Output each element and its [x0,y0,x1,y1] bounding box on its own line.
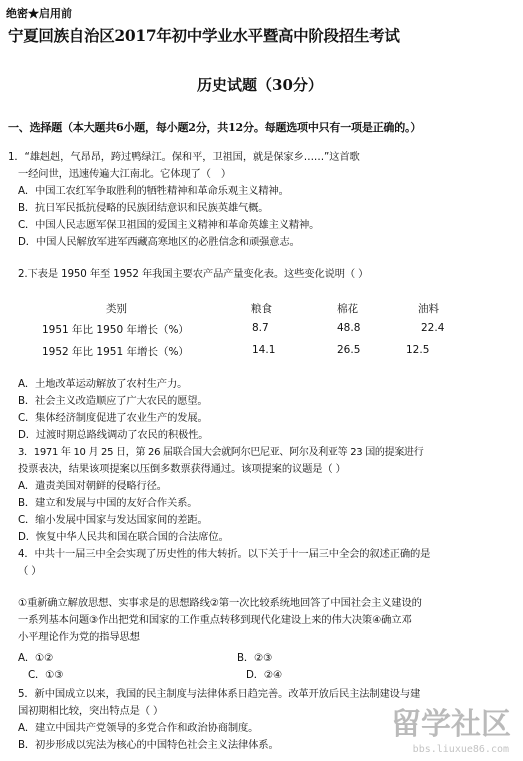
table-row2-cotton: 26.5 [337,344,361,356]
q1-option-c: C．中国人民志愿军保卫祖国的爱国主义精神和革命英雄主义精神。 [18,219,320,231]
q1-stem-line2: 一经问世，迅速传遍大江南北。它体现了（ ） [18,168,232,180]
q4-statement-line2: 一系列基本问题③作出把党和国家的工作重点转移到现代化建设上来的伟大决策④确立邓 [18,614,412,626]
table-header-oil: 油料 [418,303,439,315]
confidential-label: 绝密★启用前 [6,7,72,20]
q5-option-b: B．初步形成以宪法为核心的中国特色社会主义法律体系。 [18,739,279,751]
q4-stem-line2: （ ） [18,565,42,577]
q4-option-a: A．①② [18,652,54,664]
q2-option-d: D．过渡时期总路线调动了农民的积极性。 [18,429,209,441]
q5-stem-line1: 5．新中国成立以来，我国的民主制度与法律体系日趋完善。改革开放后民主法制建设与建 [18,688,421,700]
q3-option-b: B．建立和发展与中国的友好合作关系。 [18,497,198,509]
q1-stem-line1: 1．“雄赳赳，气昂昂，跨过鸭绿江。保和平，卫祖国，就是保家乡……”这首歌 [8,151,360,163]
table-row1-oil: 22.4 [421,322,445,334]
table-row2-grain: 14.1 [252,344,276,356]
q3-option-c: C．缩小发展中国家与发达国家间的差距。 [18,514,208,526]
exam-title: 宁夏回族自治区2017年初中学业水平暨高中阶段招生考试 [8,26,400,45]
table-header-grain: 粮食 [251,303,272,315]
watermark-url: bbs.liuxue86.com [412,744,509,755]
q5-stem-line2: 国初期相比较，突出特点是（ ） [18,705,164,717]
q4-stem-line1: 4．中共十一届三中全会实现了历史性的伟大转折。以下关于十一届三中全会的叙述正确的是 [18,548,431,560]
q3-option-d: D．恢复中华人民共和国在联合国的合法席位。 [18,531,229,543]
q2-option-c: C．集体经济制度促进了农业生产的发展。 [18,412,208,424]
table-row1-grain: 8.7 [252,322,269,334]
q3-stem-line1: 3．1971 年 10 月 25 日，第 26 届联合国大会就阿尔巴尼亚、阿尔及利亚等 23 国的提案进行 [18,447,424,458]
watermark [365,699,515,757]
q2-stem: 2.下表是 1950 年至 1952 年我国主要农产品产量变化表。这些变化说明（ ） [18,268,369,280]
q1-option-b: B．抗日军民抵抗侵略的民族团结意识和民族英雄气概。 [18,202,269,214]
table-row2-oil: 12.5 [406,344,430,356]
q3-stem-line2: 投票表决，结果该项提案以压倒多数票获得通过。该项提案的议题是（ ） [18,463,346,475]
exam-subtitle: 历史试题（30分） [197,76,323,94]
q4-option-c: C．①③ [28,669,64,681]
q4-option-d: D．②④ [246,669,283,681]
q1-option-a: A．中国工农红军争取胜利的牺牲精神和革命乐观主义精神。 [18,185,289,197]
table-row2-label: 1952 年比 1951 年增长（%） [42,346,189,358]
table-row1-cotton: 48.8 [337,322,361,334]
q3-option-a: A．遣责美国对朝鲜的侵略行径。 [18,480,167,492]
table-row1-label: 1951 年比 1950 年增长（%） [42,324,189,336]
q4-statement-line1: ①重新确立解放思想、实事求是的思想路线②第一次比较系统地回答了中国社会主义建设的 [18,597,422,609]
q1-option-d: D．中国人民解放军进军西藏高寒地区的必胜信念和顽强意志。 [18,236,300,248]
watermark-brand: 留学社区 [391,707,511,742]
q4-statement-line3: 小平理论作为党的指导思想 [18,631,140,643]
table-header-category: 类别 [106,303,127,315]
q2-option-a: A．土地改革运动解放了农村生产力。 [18,378,188,390]
section-heading: 一、选择题（本大题共6小题，每小题2分，共12分。每题选项中只有一项是正确的。） [8,121,422,134]
table-header-cotton: 棉花 [337,303,358,315]
q5-option-a: A．建立中国共产党领导的多党合作和政治协商制度。 [18,722,259,734]
q2-option-b: B．社会主义改造顺应了广大农民的愿望。 [18,395,208,407]
q4-option-b: B．②③ [237,652,273,664]
